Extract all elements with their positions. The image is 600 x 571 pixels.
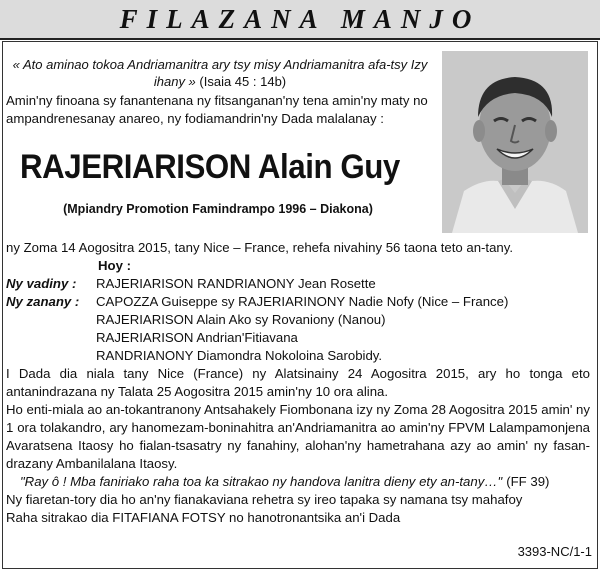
- arrival-paragraph: I Dada dia niala tany Nice (France) ny Alatsinainy 24 Aogositra 2015, ary ho tonga eto antanindrazana ny Talata 25 Aogositra 2015 amin'ny 10 ora alina.: [6, 366, 590, 399]
- portrait-image: [442, 51, 588, 233]
- zanany-row: [6, 347, 590, 365]
- scripture-quote: [8, 56, 432, 90]
- closing-quote-reference: (FF 39): [506, 474, 550, 489]
- zanany-row: [6, 311, 590, 329]
- zanany-row: [6, 293, 590, 311]
- quote-reference: (Isaia 45 : 14b): [199, 74, 287, 89]
- zanany-name-2: RAJERIARISON Alain Ako sy Rovaniony (Nanou): [96, 312, 386, 327]
- quote-text: « Ato aminao tokoa Andriamanitra ary tsy misy Andriamanitra afa-tsy Izy ihany »: [12, 57, 428, 89]
- intro-text: Amin'ny finoana sy fanantenana ny fitsanganan'ny tena amin'ny maty no ampandrenesanay anareo, ny fodiamandrin'ny Dada malalanay :: [6, 93, 428, 126]
- closing-quote-row: [6, 473, 590, 491]
- dress-code-note: Raha sitrakao dia FITAFIANA FOTSY no hanotronantsika an'i Dada: [6, 510, 401, 525]
- funeral-paragraph: Ho enti-miala ao an-tokantranony Antsahakely Fiombonana izy ny Zoma 28 Aogositra 2015 amin' ny 1 ora tolakandro, ary hanomezam-boninahitra an'Andriamanitra ao amin'ny FPVM Lalampamonjena Avaratsena Itaosy ho fialan-tsasatry ny fanahiny, alohan'ny hametrahana azy ao amin' ny fasan-drazany Ambanilalana Itaosy.: [6, 402, 590, 471]
- zanany-name-1: CAPOZZA Guiseppe sy RAJERIARINONY Nadie Nofy (Nice – France): [96, 294, 509, 309]
- vadiny-name: RAJERIARISON RANDRIANONY Jean Rosette: [96, 276, 376, 291]
- deceased-subtitle: (Mpiandry Promotion Famindrampo 1996 – Diakona): [63, 202, 373, 216]
- notice-body: [6, 239, 590, 527]
- portrait-photo: [442, 51, 588, 233]
- header-banner: [0, 0, 600, 40]
- vadiny-row: [6, 275, 590, 293]
- reference-code: 3393-NC/1-1: [517, 544, 592, 559]
- zanany-label: Ny zanany :: [6, 294, 80, 309]
- zanany-name-4: RANDRIANONY Diamondra Nokoloina Sarobidy.: [96, 348, 383, 363]
- death-line: ny Zoma 14 Aogositra 2015, tany Nice – France, rehefa nivahiny 56 taona teto an-tany.: [6, 240, 514, 255]
- deceased-name: RAJERIARISON Alain Guy: [20, 148, 400, 186]
- mourning-note: Ny fiaretan-tory dia ho an'ny fianakaviana rehetra sy ireo tapaka sy namana tsy mahafoy: [6, 492, 523, 507]
- zanany-row: [6, 329, 590, 347]
- vadiny-label: Ny vadiny :: [6, 276, 77, 291]
- header-title: FILAZANA MANJO: [119, 3, 481, 34]
- closing-quote-text: "Ray ô ! Mba faniriako raha toa ka sitrakao ny handova lanitra dieny ety an-tany…": [20, 474, 503, 489]
- hoy-label: Hoy :: [98, 258, 131, 273]
- zanany-name-3: RAJERIARISON Andrian'Fitiavana: [96, 330, 298, 345]
